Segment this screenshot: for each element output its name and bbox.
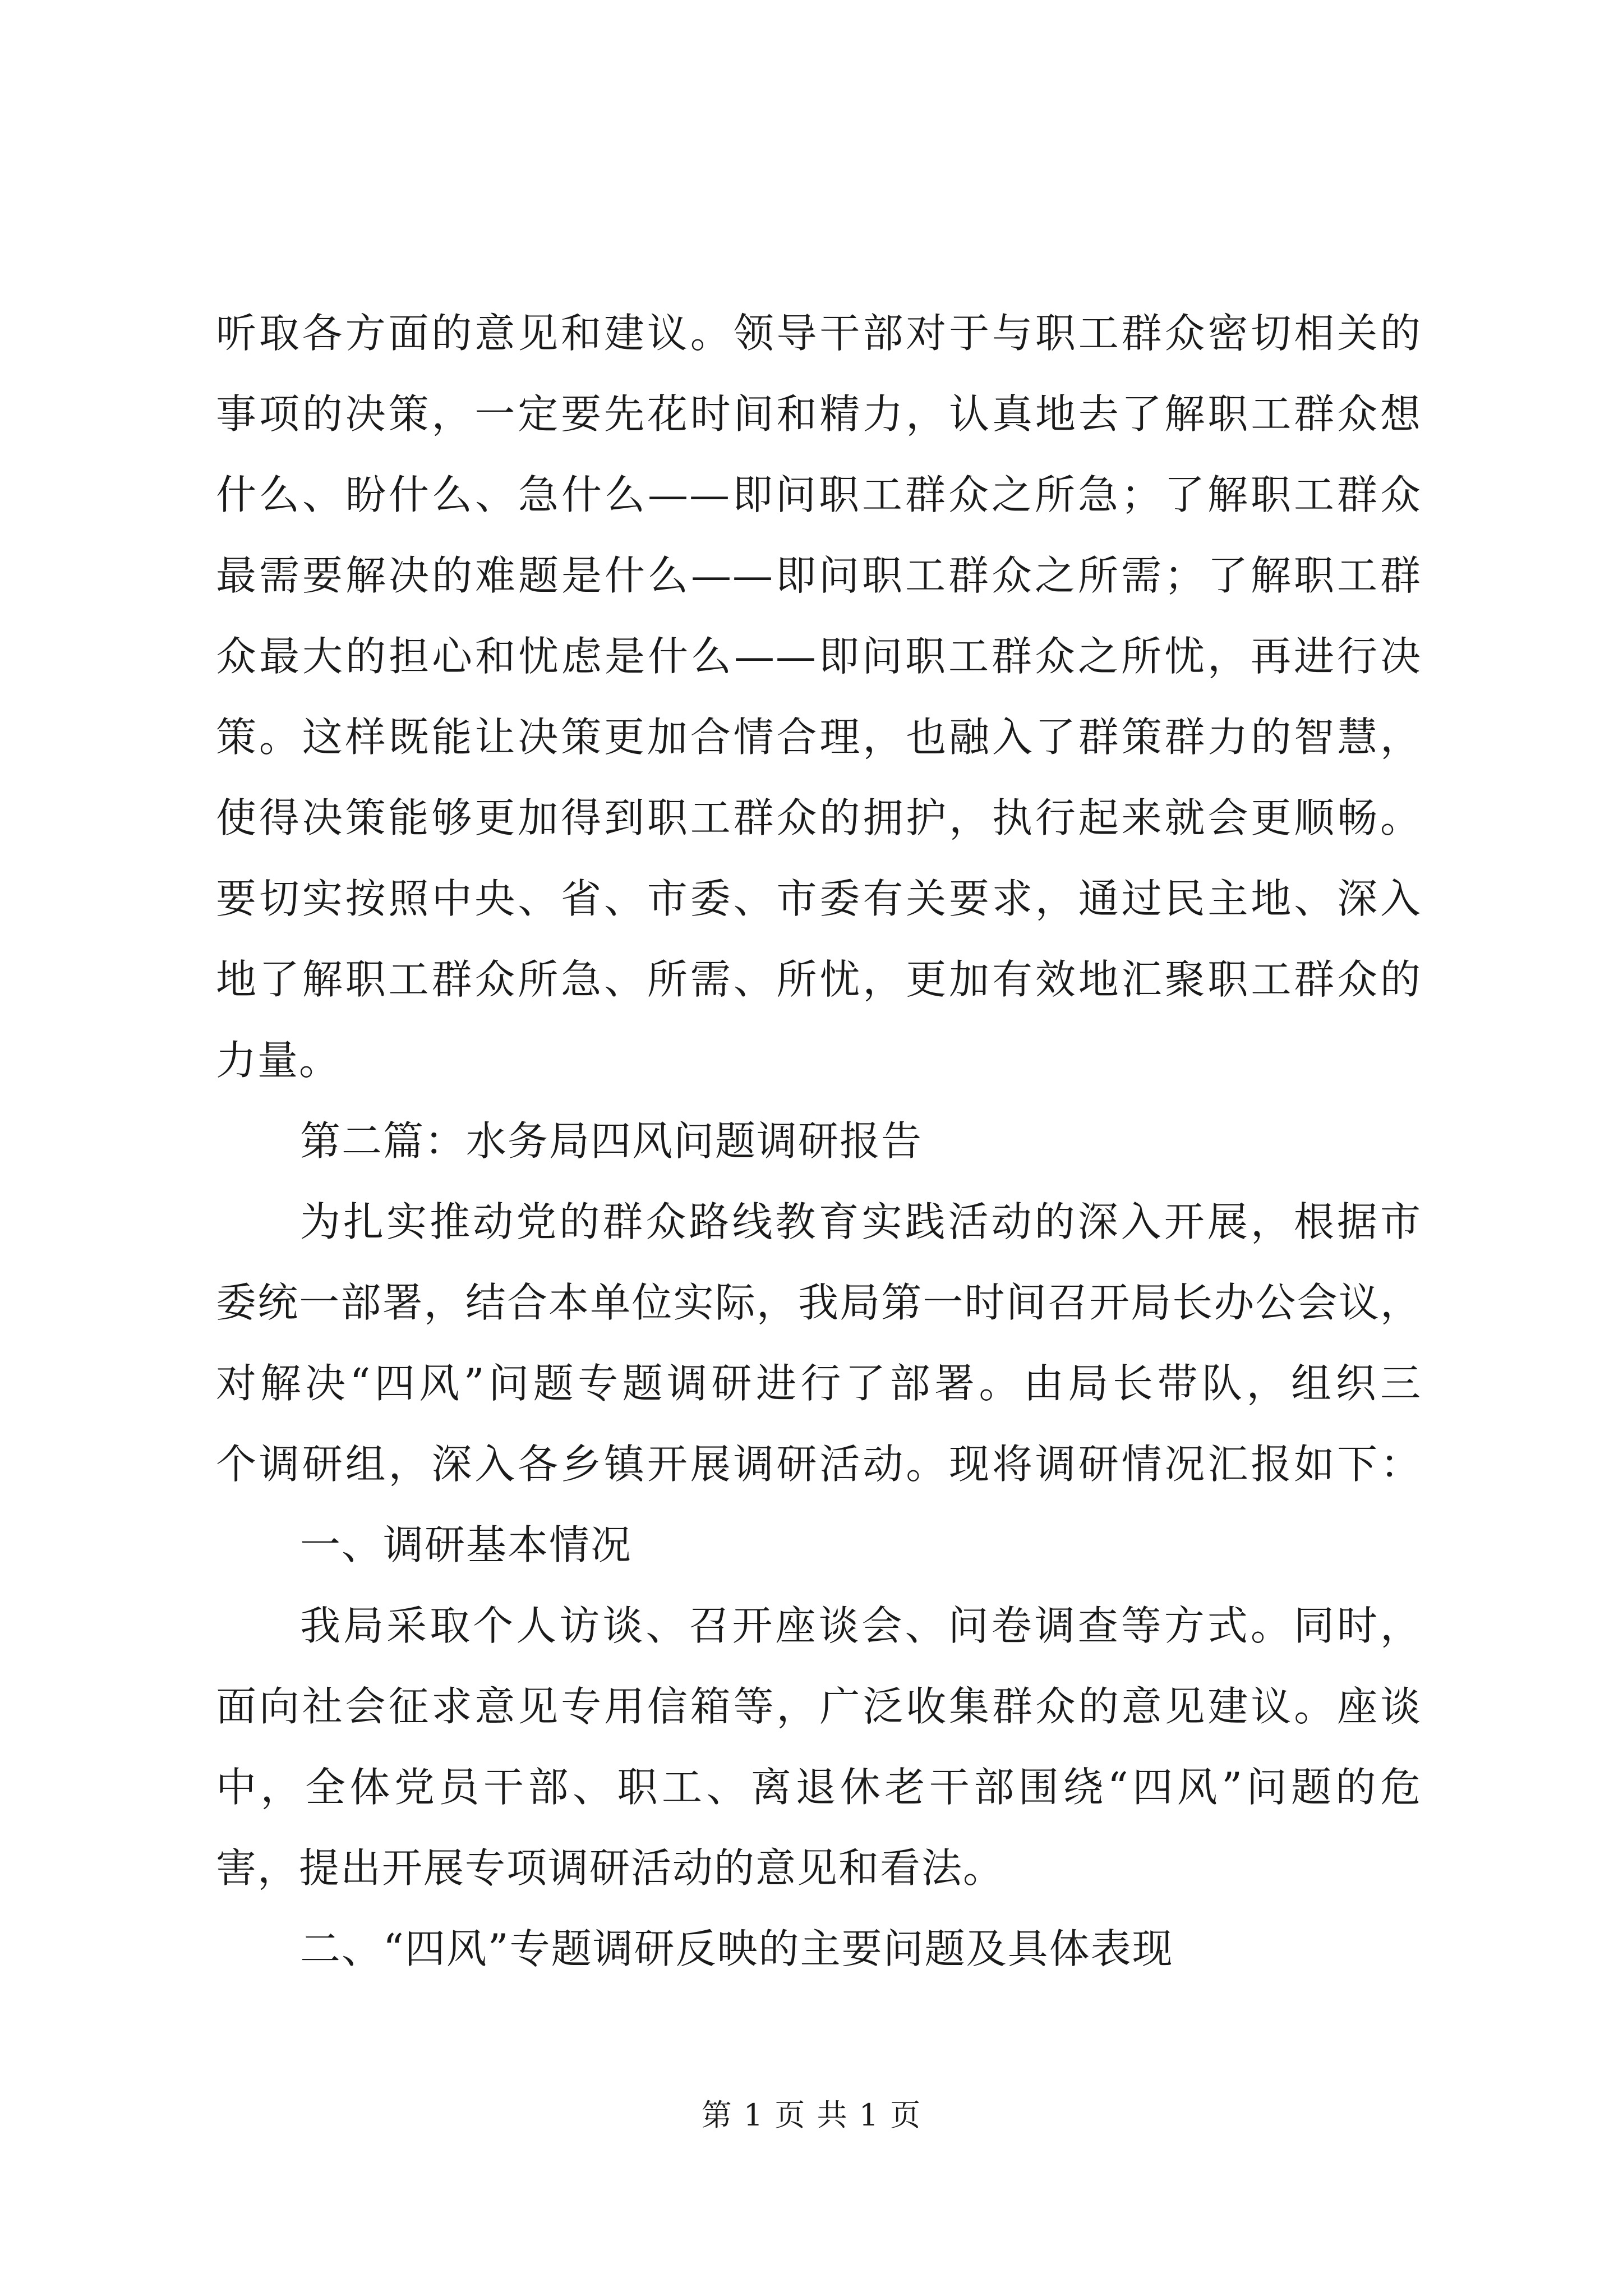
section-heading: 二、“四风”专题调研反映的主要问题及具体表现 — [300, 1925, 1174, 1972]
page-footer: 第 1 页 共 1 页 — [701, 2097, 922, 2133]
body-line: 为扎实推动党的群众路线教育实践活动的深入开展，根据市 — [300, 1198, 1422, 1245]
body-line: 面向社会征求意见专用信箱等，广泛收集群众的意见建议。座谈 — [216, 1683, 1422, 1730]
body-line: 力量。 — [216, 1037, 341, 1084]
section-heading: 一、调研基本情况 — [300, 1521, 633, 1568]
body-line: 听取各方面的意见和建议。领导干部对于与职工群众密切相关的 — [216, 310, 1422, 357]
body-line: 对解决“四风”问题专题调研进行了部署。由局长带队，组织三 — [216, 1360, 1422, 1407]
body-line: 使得决策能够更加得到职工群众的拥护，执行起来就会更顺畅。 — [216, 794, 1422, 841]
body-line: 个调研组，深入各乡镇开展调研活动。现将调研情况汇报如下： — [216, 1441, 1422, 1488]
body-line: 中，全体党员干部、职工、离退休老干部围绕“四风”问题的危 — [216, 1764, 1422, 1811]
body-line: 地了解职工群众所急、所需、所忧，更加有效地汇聚职工群众的 — [216, 956, 1422, 1003]
body-line: 委统一部署，结合本单位实际，我局第一时间召开局长办公会议， — [216, 1279, 1422, 1326]
section-title: 第二篇：水务局四风问题调研报告 — [300, 1117, 923, 1165]
body-line: 事项的决策，一定要先花时间和精力，认真地去了解职工群众想 — [216, 390, 1422, 438]
body-line: 害，提出开展专项调研活动的意见和看法。 — [216, 1844, 1005, 1892]
body-line: 最需要解决的难题是什么——即问职工群众之所需；了解职工群 — [216, 552, 1422, 599]
body-line: 要切实按照中央、省、市委、市委有关要求，通过民主地、深入 — [216, 875, 1422, 922]
body-line: 众最大的担心和忧虑是什么——即问职工群众之所忧，再进行决 — [216, 633, 1422, 680]
body-line: 什么、盼什么、急什么——即问职工群众之所急；了解职工群众 — [216, 471, 1422, 518]
body-line: 我局采取个人访谈、召开座谈会、问卷调查等方式。同时， — [300, 1602, 1422, 1649]
body-line: 策。这样既能让决策更加合情合理，也融入了群策群力的智慧， — [216, 714, 1422, 761]
